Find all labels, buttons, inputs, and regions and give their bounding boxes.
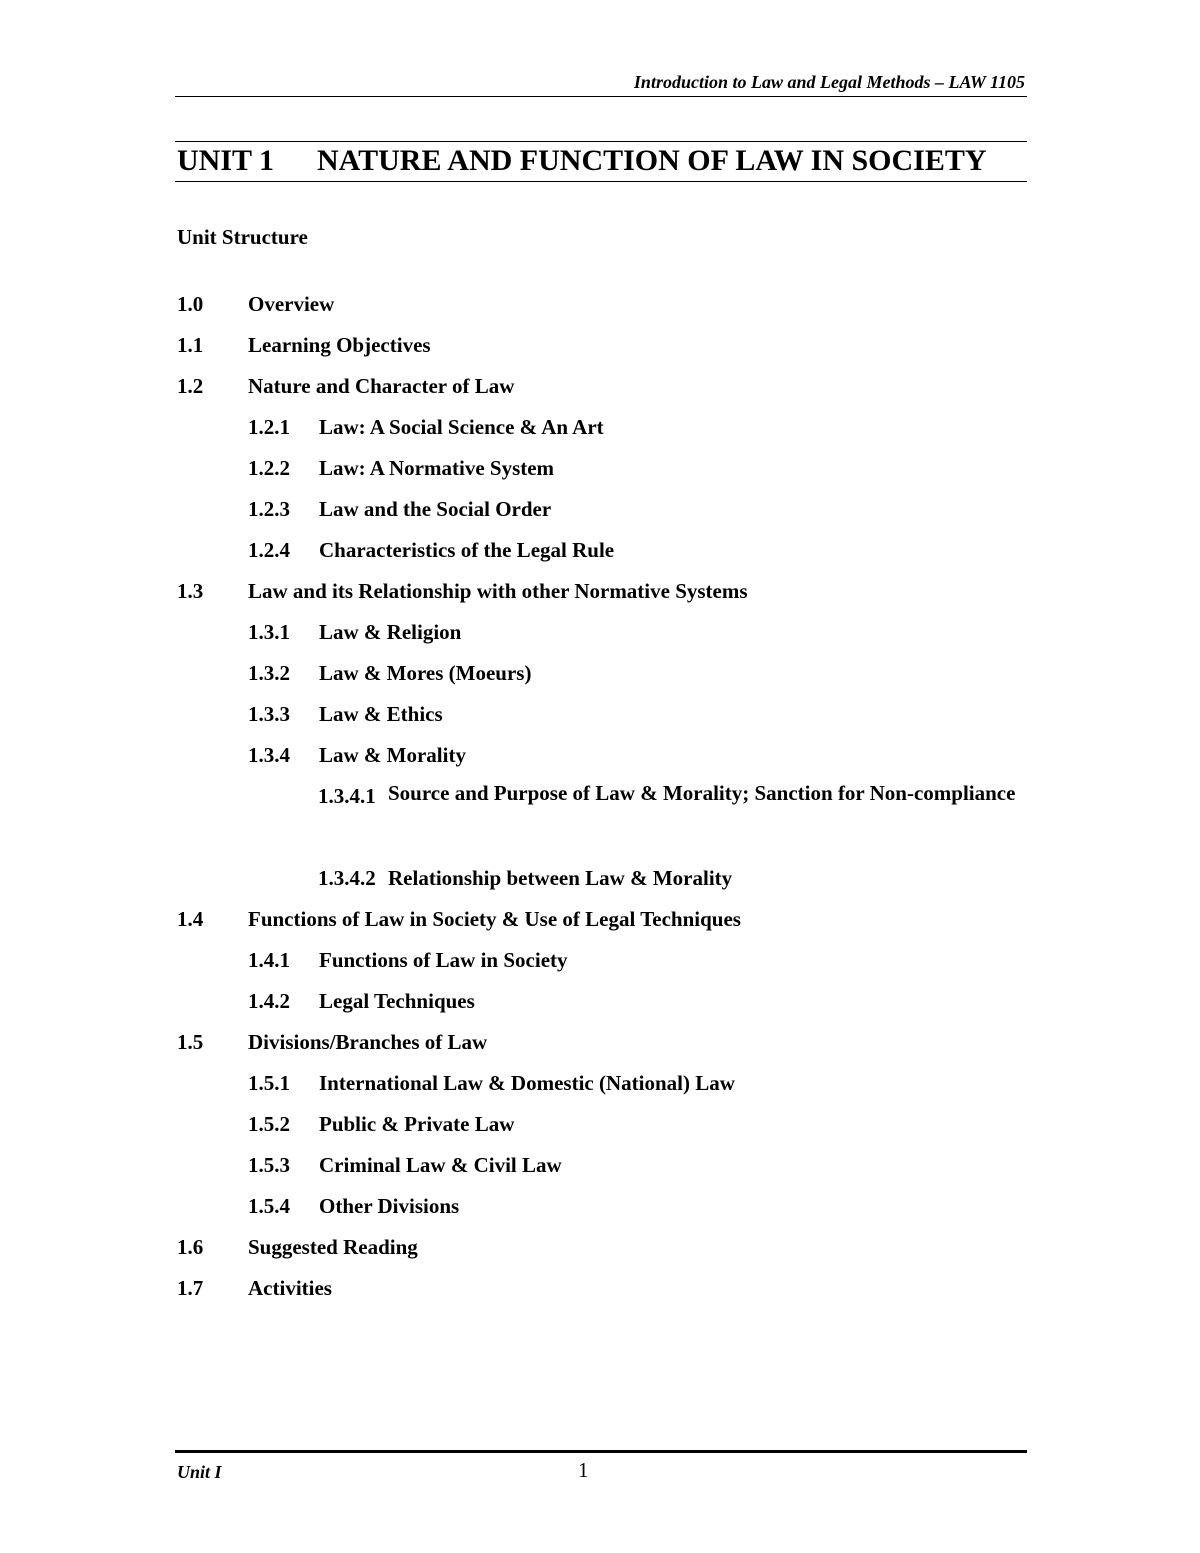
toc-entry-number: 1.3.1: [248, 620, 290, 644]
toc-entry: [177, 702, 1027, 743]
toc-entry: [177, 907, 1027, 948]
toc-entry: [177, 620, 1027, 661]
toc-entry-number: 1.7: [177, 1276, 204, 1300]
toc-entry-text: Learning Objectives: [248, 333, 431, 357]
toc-entry: [177, 1194, 1027, 1235]
toc-entry: [177, 1112, 1027, 1153]
toc-entry: [177, 497, 1027, 538]
unit-title-text: NATURE AND FUNCTION OF LAW IN SOCIETY: [317, 144, 987, 177]
toc-entry-number: 1.5.1: [248, 1071, 290, 1095]
toc-entry-number: 1.2: [177, 374, 204, 398]
toc-entry: [177, 1071, 1027, 1112]
footer-rule: [175, 1450, 1027, 1453]
toc-entry-text: Relationship between Law & Morality: [388, 866, 733, 890]
toc-entry-text: Other Divisions: [319, 1194, 460, 1218]
toc-entry: [177, 415, 1027, 456]
footer-unit-label: Unit I: [177, 1462, 222, 1482]
toc-entry: [177, 1030, 1027, 1071]
toc-entry-number: 1.3.4: [248, 743, 290, 767]
toc-entry-text: Functions of Law in Society: [319, 948, 568, 972]
toc-entry: [177, 579, 1027, 620]
unit-number: UNIT 1: [177, 144, 274, 177]
toc-entry-text: Source and Purpose of Law & Morality; Sanction for Non-compliance: [388, 781, 1016, 805]
toc-entry-number: 1.5.3: [248, 1153, 290, 1177]
toc-entry: [177, 1235, 1027, 1276]
toc-entry-number: 1.6: [177, 1235, 204, 1259]
toc-entry-number: 1.5: [177, 1030, 204, 1054]
toc-entry: [177, 292, 1027, 333]
toc-entry: [177, 781, 1027, 866]
toc-entry: [177, 538, 1027, 579]
toc-entry-text: Law & Religion: [319, 620, 462, 644]
toc-entry-text: Suggested Reading: [248, 1235, 418, 1259]
unit-structure-label: Unit Structure: [177, 225, 308, 249]
toc-entry-number: 1.3.4.1: [318, 784, 376, 808]
toc-entry-text: Legal Techniques: [319, 989, 475, 1013]
toc-entry-number: 1.4.1: [248, 948, 290, 972]
toc-entry-number: 1.3.3: [248, 702, 290, 726]
toc-entry-number: 1.3.2: [248, 661, 290, 685]
toc-entry-number: 1.2.2: [248, 456, 290, 480]
toc-entry-number: 1.1: [177, 333, 204, 357]
toc-entry-number: 1.2.3: [248, 497, 290, 521]
toc-entry: [177, 374, 1027, 415]
toc-entry-number: 1.5.4: [248, 1194, 290, 1218]
toc-entry: [177, 866, 1027, 907]
toc-entry-text: Law: A Social Science & An Art: [319, 415, 604, 439]
table-of-contents: [177, 292, 1027, 1317]
toc-entry-text: Law: A Normative System: [319, 456, 555, 480]
toc-entry-text: Law & Mores (Moeurs): [319, 661, 532, 685]
toc-entry-number: 1.0: [177, 292, 204, 316]
toc-entry-text: International Law & Domestic (National) Law: [319, 1071, 735, 1095]
toc-entry-text: Public & Private Law: [319, 1112, 515, 1136]
title-bottom-rule: [175, 181, 1027, 182]
toc-entry-text: Law and the Social Order: [319, 497, 552, 521]
toc-entry-text: Criminal Law & Civil Law: [319, 1153, 562, 1177]
toc-entry: [177, 661, 1027, 702]
toc-entry-number: 1.4.2: [248, 989, 290, 1013]
toc-entry-text: Law and its Relationship with other Normative Systems: [248, 579, 748, 603]
page-number: 1: [578, 1458, 589, 1482]
toc-entry-number: 1.5.2: [248, 1112, 290, 1136]
toc-entry: [177, 948, 1027, 989]
toc-entry-number: 1.2.4: [248, 538, 290, 562]
toc-entry-text: Nature and Character of Law: [248, 374, 515, 398]
title-top-rule: [175, 141, 1027, 142]
header-rule: [175, 96, 1027, 97]
toc-entry-text: Characteristics of the Legal Rule: [319, 538, 615, 562]
toc-entry-number: 1.3: [177, 579, 204, 603]
toc-entry-text: Overview: [248, 292, 335, 316]
toc-entry-text: Law & Morality: [319, 743, 466, 767]
running-header: Introduction to Law and Legal Methods – LAW 1105: [633, 72, 1025, 92]
toc-entry: [177, 1276, 1027, 1317]
toc-entry-number: 1.2.1: [248, 415, 290, 439]
toc-entry-text: Law & Ethics: [319, 702, 443, 726]
toc-entry-text: Functions of Law in Society & Use of Legal Techniques: [248, 907, 741, 931]
toc-entry: [177, 989, 1027, 1030]
toc-entry-text: Activities: [248, 1276, 332, 1300]
toc-entry: [177, 456, 1027, 497]
toc-entry-number: 1.4: [177, 907, 204, 931]
toc-entry-text: Divisions/Branches of Law: [248, 1030, 488, 1054]
toc-entry: [177, 1153, 1027, 1194]
unit-title: [177, 144, 987, 178]
toc-entry: [177, 333, 1027, 374]
toc-entry-number: 1.3.4.2: [318, 866, 376, 890]
